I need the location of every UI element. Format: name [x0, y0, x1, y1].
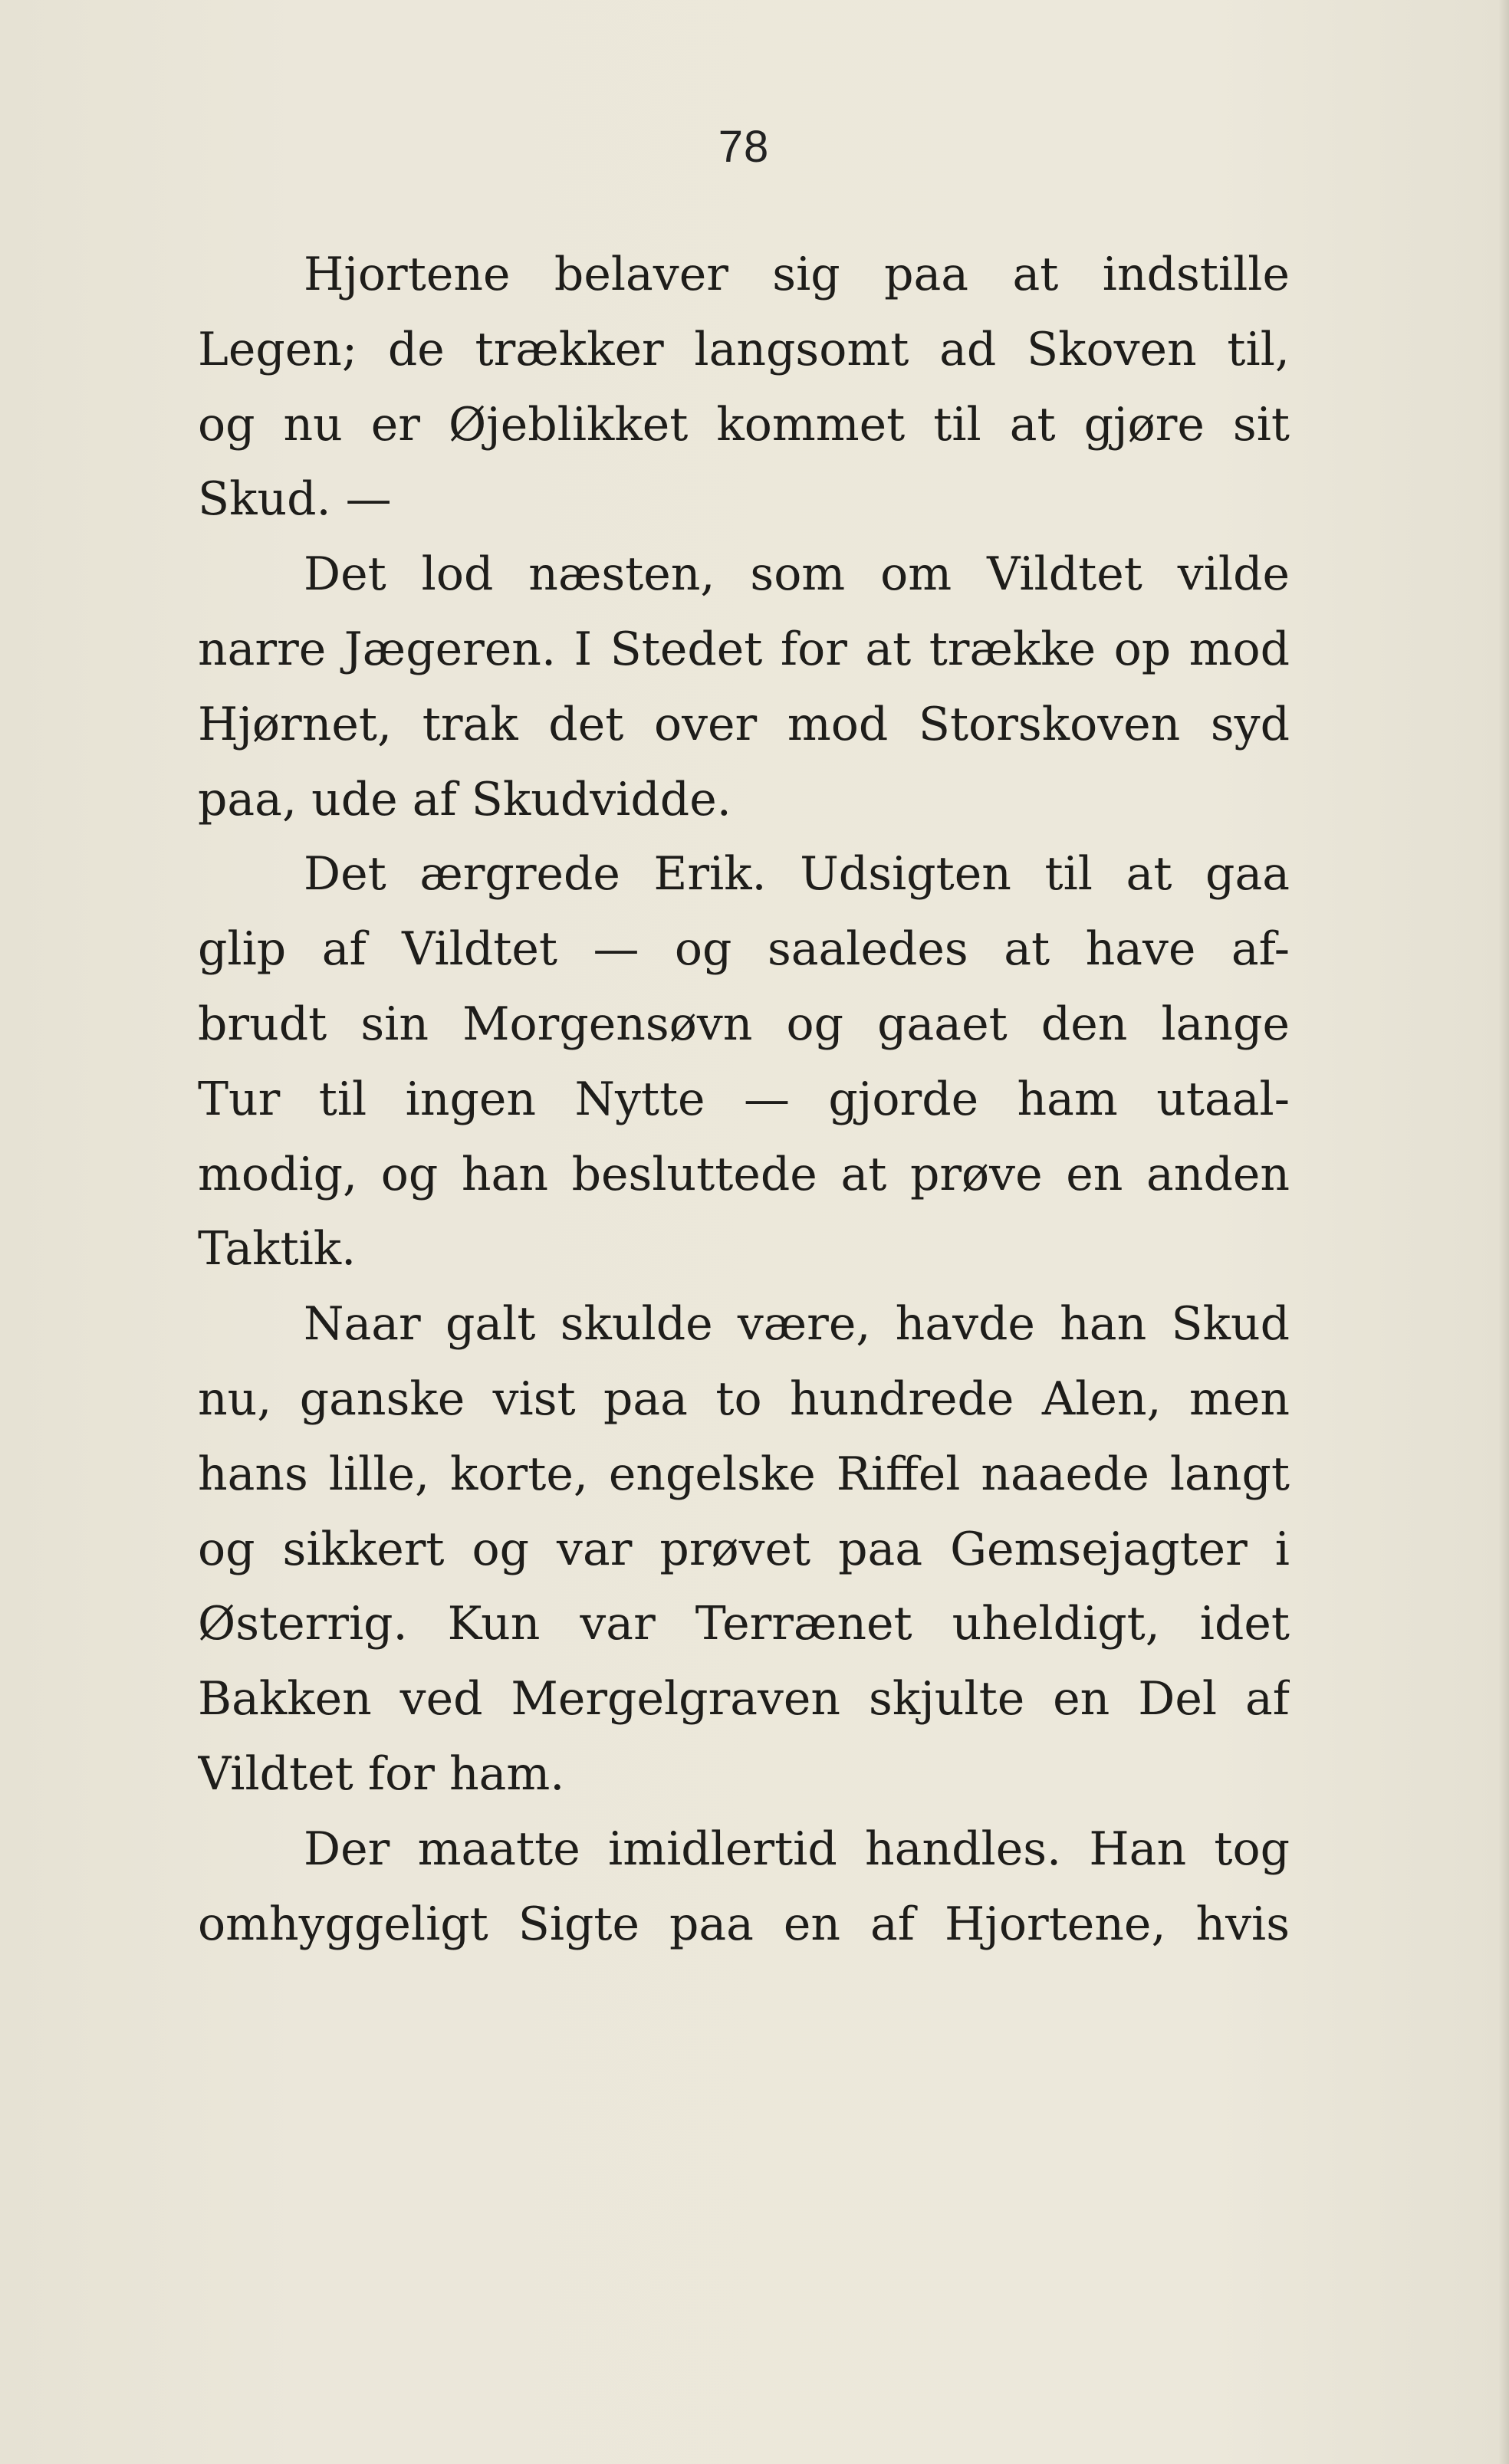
text-line: Vildtet for ham. [198, 1746, 565, 1801]
text-line: Der maatte imidlertid handles. Han tog [304, 1822, 1290, 1876]
text-line: Skud. — [198, 472, 392, 527]
text-line: glip af Vildtet — og saaledes at have af- [198, 922, 1290, 977]
text-line: Hjortene belaver sig paa at indstille [304, 248, 1290, 301]
text-line: Legen; de trækker langsomt ad Skoven til, [198, 322, 1290, 376]
text-line: Taktik. [198, 1222, 357, 1276]
text-line: nu, ganske vist paa to hundrede Alen, men [198, 1372, 1290, 1426]
page-number: 78 [718, 122, 770, 172]
text-line: og sikkert og var prøvet paa Gemsejagter i [198, 1522, 1290, 1576]
text-line: Tur til ingen Nytte — gjorde ham utaal- [198, 1072, 1290, 1126]
text-line: Hjørnet, trak det over mod Storskoven syd [198, 697, 1290, 751]
text-line: modig, og han besluttede at prøve en anden [198, 1147, 1290, 1201]
text-line: Bakken ved Mergelgraven skjulte en Del af [198, 1672, 1290, 1726]
text-line: paa, ude af Skudvidde. [198, 772, 731, 826]
page-edge-shadow [1498, 0, 1509, 2464]
text-line: og nu er Øjeblikket kommet til at gjøre sit [198, 397, 1290, 452]
text-line: hans lille, korte, engelske Riffel naaede langt [198, 1447, 1290, 1501]
text-line: brudt sin Morgensøvn og gaaet den lange [198, 997, 1290, 1051]
text-line: Det ærgrede Erik. Udsigten til at gaa [304, 847, 1290, 902]
text-line: Det lod næsten, som om Vildtet vilde [304, 547, 1290, 602]
text-line: Naar galt skulde være, havde han Skud [304, 1297, 1290, 1352]
text-line: narre Jægeren. I Stedet for at trække op mod [198, 622, 1290, 676]
text-line: Østerrig. Kun var Terrænet uheldigt, idet [198, 1597, 1290, 1651]
text-line: omhyggeligt Sigte paa en af Hjortene, hvis [198, 1897, 1290, 1951]
body-text [198, 238, 1290, 1962]
